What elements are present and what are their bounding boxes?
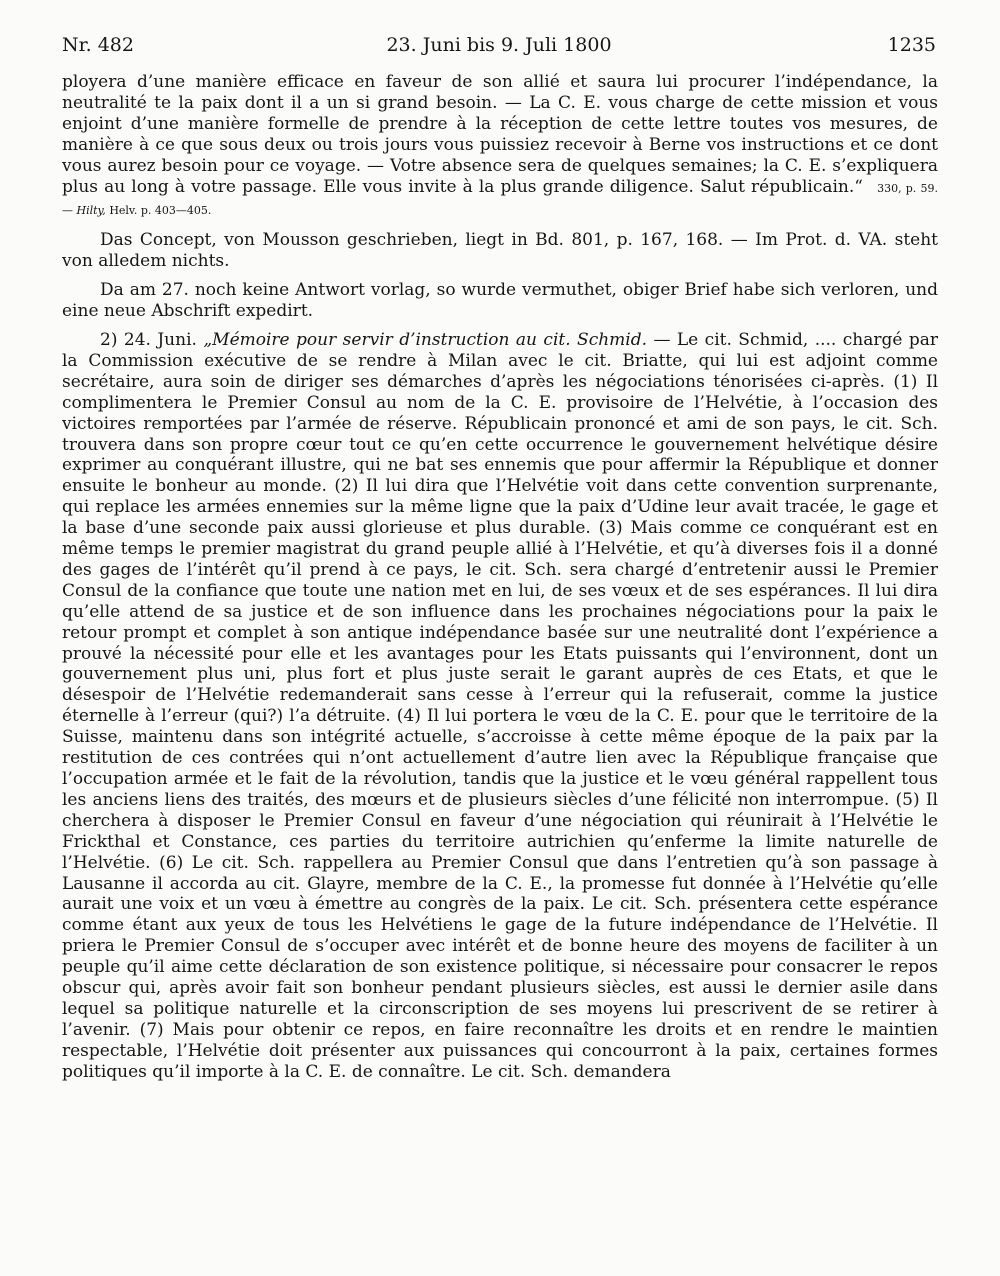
page-header bbox=[62, 34, 936, 64]
body-text bbox=[62, 72, 938, 1083]
paragraph-4 bbox=[62, 330, 938, 1083]
paragraph-1-text: ployera d’une manière efficace en faveur de son allié et saura lui procurer l’indépendance, la neutralité te la paix dont il a un si grand besoin. — La C. E. vous charge de cette mission et vous enjoint d’une manière formelle de prendre à la réception de cette lettre toutes vos mesures, de manière à ce que sous deux ou trois jours vous puissiez recevoir à Berne vos instructions et ce dont vous aurez besoin pour ce voyage. — Votre absence sera de quelques semaines; la C. E. s’expliquera plus au long à votre passage. Elle vous invite à la plus grande diligence. Salut républicain.“ bbox=[62, 72, 938, 197]
source-reference: 330, p. 59. — Hilty, Helv. p. 403—405. bbox=[62, 181, 938, 218]
page-number: 1235 bbox=[887, 34, 936, 56]
paragraph-1 bbox=[62, 72, 938, 222]
source-author: Hilty, bbox=[76, 204, 106, 218]
paragraph-4-text: — Le cit. Schmid, .... chargé par la Commission exécutive de se rendre à Milan avec le cit. Briatte, qui lui est adjoint comme secrétaire, aura soin de diriger ses démarches d’après les négociations ténorisées ci-après. (1) Il complimentera le Premier Consul au nom de la C. E. provisoire de l’Helvétie, à l’occasion des victoires remportées par l’armée de réserve. Républicain prononcé et ami de son pays, le cit. Sch. trouvera dans son propre cœur tout ce qu’en cette occurrence le gouvernement helvétique désire exprimer au conquérant illustre, qui ne bat ses ennemis que pour affermir la République et donner ensuite le bonheur au monde. (2) Il lui dira que l’Helvétie voit dans cette convention surprenante, qui replace les armées ennemies sur la même ligne que la paix d’Udine leur avait tracée, le gage et la base d’une seconde paix aussi glorieuse et plus durable. (3) Mais comme ce conquérant est en même temps le premier magistrat du grand peuple allié à l’Helvétie, et qu’à diverses fois il a donné des gages de l’intérêt qu’il prend à ce pays, le cit. Sch. sera chargé d’entretenir aussi le Premier Consul de la confiance que toute une nation met en lui, de ses vœux et de ses espérances. Il lui dira qu’elle attend de sa justice et de son influence dans les prochaines négociations pour la paix le retour prompt et complet à son antique indépendance basée sur une neutralité dont l’expérience a prouvé la nécessité pour elle et les avantages pour les Etats puissants qui l’environnent, dont un gouvernement plus uni, plus fort et plus juste serait le garant auprès de ces Etats, et que le désespoir de l’Helvétie redemanderait sans cesse à l’erreur qui la refuserait, comme la justice éternelle à l’erreur (qui?) l’a détruite. (4) Il lui portera le vœu de la C. E. pour que le territoire de la Suisse, maintenu dans son intégrité actuelle, s’accroisse à cette même époque de la paix par la restitution de ces contrées qui n’ont actuellement d’autre lien avec la République française que l’occupation armée et le fait de la révolution, tandis que la justice et le vœu général rappellent tous les anciens liens des traités, des mœurs et de plusieurs siècles d’une félicité non interrompue. (5) Il cherchera à disposer le Premier Consul en faveur d’une négociation qui réunirait à l’Helvétie le Frickthal et Constance, ces parties du territoire autrichien qu’enferme la limite naturelle de l’Helvétie. (6) Le cit. Sch. rappellera au Premier Consul que dans l’entretien qu’à son passage à Lausanne il accorda au cit. Glayre, membre de la C. E., la promesse fut donnée à l’Helvétie qu’elle aurait une voix et un vœu à émettre au congrès de la paix. Le cit. Sch. présentera cette espérance comme étant aux yeux de tous les Helvétiens le gage de la future indépendance de l’Helvétie. Il priera le Premier Consul de s’occuper avec intérêt et de bonne heure des moyens de faciliter à un peuple qu’il aime cette déclaration de son existence politique, si nécessaire pour consacrer le repos obscur qui, après avoir fait son bonheur pendant plusieurs siècles, est aussi le dernier asile dans lequel sa politique naturelle et la circonscription de ses moyens lui prescrivent de se retirer à l’avenir. (7) Mais pour obtenir ce repos, en faire reconnaître les droits et en rendre le maintien respectable, l’Helvétie doit présenter aux puissances qui concourront à la paix, certaines formes politiques qu’il importe à la C. E. de connaître. Le cit. Sch. demandera bbox=[62, 329, 938, 1082]
document-number: Nr. 482 bbox=[62, 34, 134, 56]
memoire-title: „Mémoire pour servir d’instruction au cit. Schmid. bbox=[203, 329, 648, 350]
paragraph-2: Das Concept, von Mousson geschrieben, liegt in Bd. 801, p. 167, 168. — Im Prot. d. VA. steht von alledem nichts. bbox=[62, 230, 938, 272]
paragraph-3: Da am 27. noch keine Antwort vorlag, so wurde vermuthet, obiger Brief habe sich verloren, und eine neue Abschrift expedirt. bbox=[62, 280, 938, 322]
paragraph-4-lead: 2) 24. Juni. bbox=[100, 329, 197, 350]
date-range: 23. Juni bis 9. Juli 1800 bbox=[386, 34, 612, 56]
